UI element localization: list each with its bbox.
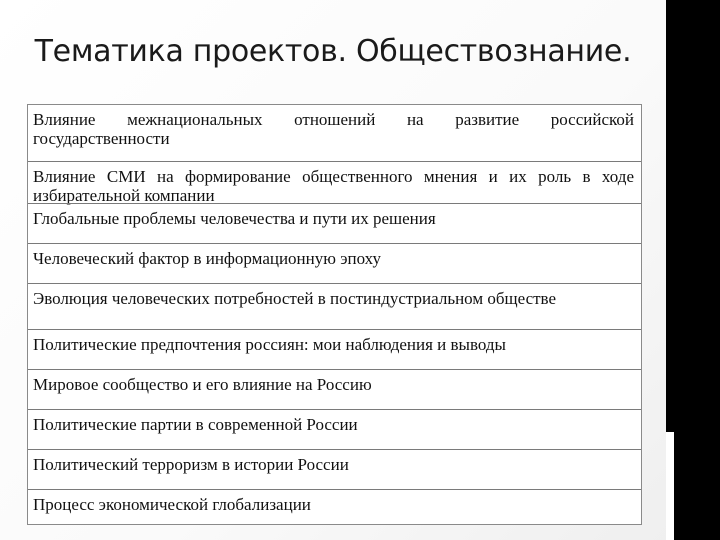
topic-row: Политические предпочтения россиян: мои наблюдения и выводы bbox=[28, 329, 641, 369]
slide-title: Тематика проектов. Обществознание. bbox=[34, 34, 632, 69]
topic-row: Влияние СМИ на формирование общественного мнения и их роль в ходе избирательной компании bbox=[28, 161, 641, 203]
side-decoration-bar bbox=[666, 0, 720, 540]
topic-row: Человеческий фактор в информационную эпоху bbox=[28, 243, 641, 283]
topic-row: Политический терроризм в истории России bbox=[28, 449, 641, 489]
topic-row: Глобальные проблемы человечества и пути их решения bbox=[28, 203, 641, 243]
side-decoration-notch bbox=[666, 432, 674, 540]
topic-row: Мировое сообщество и его влияние на Россию bbox=[28, 369, 641, 409]
topic-row: Влияние межнациональных отношений на развитие российской государственности bbox=[33, 110, 634, 148]
topic-row: Процесс экономической глобализации bbox=[28, 489, 641, 526]
topics-table bbox=[27, 104, 642, 525]
topic-row: Политические партии в современной России bbox=[28, 409, 641, 449]
topic-row: Эволюция человеческих потребностей в постиндустриальном обществе bbox=[28, 283, 641, 329]
